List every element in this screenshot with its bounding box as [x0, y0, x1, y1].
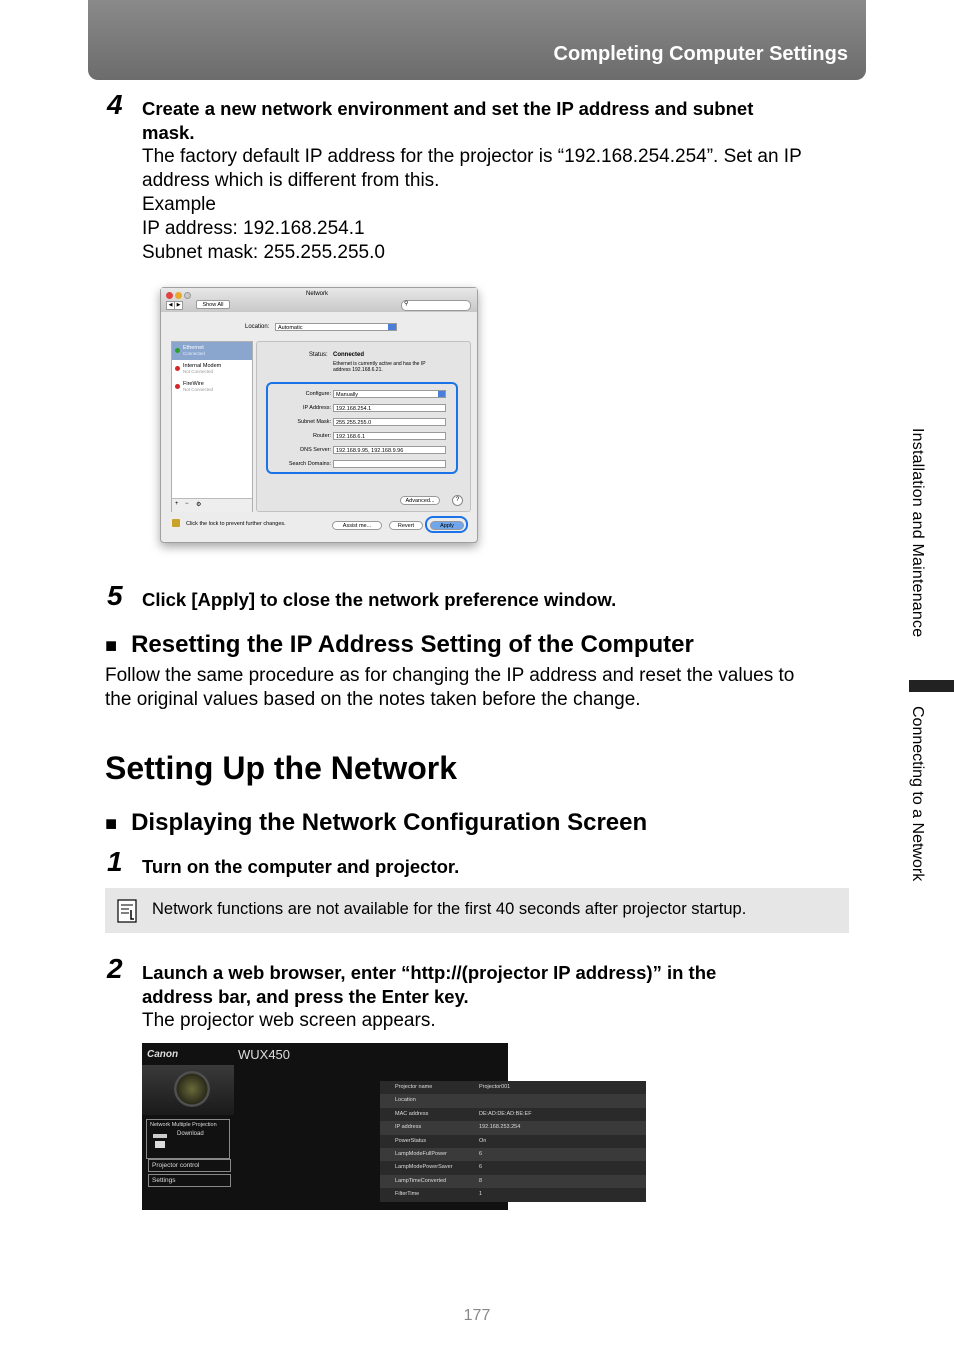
step4-body-line2: address which is different from this. [142, 170, 440, 191]
page-number: 177 [463, 1307, 491, 1324]
canon-logo: Canon [147, 1049, 179, 1060]
nmp-label: Network Multiple Projection [150, 1122, 217, 1128]
table-row-value: 1 [479, 1191, 483, 1198]
assist-me-button[interactable]: Assist me... [332, 521, 382, 530]
service-name: Internal Modem [183, 363, 222, 369]
note-icon [117, 899, 137, 923]
network-preferences-screenshot [160, 287, 478, 543]
table-row [380, 1081, 646, 1095]
step4-example: Example [142, 194, 216, 215]
gear-icon[interactable]: ⚙ [196, 502, 202, 508]
mac-search-field[interactable] [401, 300, 471, 311]
reset-section-marker: ■ [105, 635, 118, 657]
side-tab-connecting: Connecting to a Network [909, 706, 926, 882]
service-item[interactable] [172, 380, 252, 396]
step2-body: The projector web screen appears. [142, 1010, 436, 1031]
status-description-line1: Ethernet is currently active and has the IP [333, 361, 426, 367]
search-icon: ⚲ [404, 301, 409, 307]
table-row-value: Projector001 [479, 1084, 511, 1090]
table-row [380, 1175, 646, 1189]
projector-lens-icon [174, 1071, 210, 1107]
step4-heading [142, 97, 753, 145]
reset-body-line2: the original values based on the notes taken before the change. [105, 689, 641, 710]
reset-section-body [105, 664, 794, 712]
table-row-label: LampTimeConverted [395, 1177, 447, 1184]
service-status: Connected [183, 351, 205, 356]
close-dot-icon[interactable] [166, 292, 173, 299]
step4-heading-line2: mask. [142, 122, 195, 143]
table-row-label: LampModePowerSaver [395, 1164, 453, 1171]
step5-text: Click [Apply] to close the network preference window. [142, 589, 617, 610]
service-status: Not Connected [183, 369, 214, 374]
configure-select[interactable]: Manually [333, 390, 446, 398]
table-row [380, 1161, 646, 1175]
reset-section-heading [105, 631, 694, 659]
projector-model: WUX450 [238, 1047, 291, 1062]
location-chevron-icon [388, 324, 396, 330]
status-dot-icon [175, 384, 180, 389]
status-value: Connected [333, 352, 365, 358]
step-number-4: 4 [107, 89, 123, 120]
display-section-marker: ■ [105, 813, 118, 835]
remove-service-icon[interactable]: − [185, 501, 189, 507]
table-row-label: FilterTime [395, 1191, 420, 1198]
step4-body [142, 145, 802, 265]
step4-ip: IP address: 192.168.254.1 [142, 218, 365, 239]
service-status: Not Connected [183, 387, 214, 392]
step2-heading-line1: Launch a web browser, enter “http://(projector IP address)” in the [142, 962, 717, 983]
step-number-1: 1 [107, 846, 123, 877]
table-row-value: 6 [479, 1151, 483, 1157]
reset-section-title: Resetting the IP Address Setting of the Computer [131, 631, 694, 658]
reset-body-line1: Follow the same procedure as for changing the IP address and reset the values to [105, 665, 795, 686]
zoom-dot-icon[interactable] [184, 292, 191, 299]
status-description-line2: address 192.168.6.21. [333, 367, 383, 373]
step1-text: Turn on the computer and projector. [142, 856, 460, 877]
step-number-2: 2 [107, 953, 123, 984]
download-link[interactable]: Download [177, 1131, 204, 1137]
config-field-input[interactable]: 255.255.255.0 [333, 418, 446, 426]
configure-chevron-icon [438, 391, 445, 397]
main-title: Setting Up the Network [105, 750, 458, 786]
table-row [380, 1108, 646, 1122]
forward-arrow-icon[interactable]: ▶ [174, 301, 183, 310]
table-row-label: IP address [395, 1124, 422, 1131]
step2-heading-line2: address bar, and press the Enter key. [142, 986, 469, 1007]
side-tab-marker [909, 680, 954, 692]
status-dot-icon [175, 348, 180, 353]
note-box [105, 888, 849, 933]
config-field-label: IP Address: [302, 405, 331, 411]
table-row-label: PowerStatus [395, 1137, 427, 1144]
table-row [380, 1121, 646, 1135]
service-name: Ethernet [183, 345, 204, 351]
back-arrow-icon[interactable]: ◀ [166, 301, 175, 310]
table-row-label: MAC address [395, 1110, 429, 1117]
table-row [380, 1148, 646, 1162]
table-row-value: 192.168.253.254 [479, 1124, 521, 1131]
config-field-label: DNS Server: [300, 447, 331, 453]
advanced-button[interactable]: Advanced... [400, 496, 440, 505]
table-row [380, 1135, 646, 1149]
config-field-label: Subnet Mask: [297, 419, 331, 425]
table-row-value: 6 [479, 1164, 483, 1171]
status-label: Status: [309, 352, 328, 358]
add-service-icon[interactable]: + [175, 501, 179, 507]
lock-text: Click the lock to prevent further changes. [186, 521, 286, 527]
location-label: Location: [245, 324, 270, 330]
display-section-title: Displaying the Network Configuration Screen [131, 809, 648, 836]
config-panel [256, 341, 471, 512]
service-list-toolbar [172, 498, 252, 512]
status-dot-icon [175, 366, 180, 371]
service-name: FireWire [183, 381, 204, 387]
table-row-label: Location [395, 1097, 416, 1104]
config-field-input[interactable]: 192.168.254.1 [333, 404, 446, 412]
table-row [380, 1188, 646, 1202]
header-title: Completing Computer Settings [553, 43, 848, 65]
table-row-value: 8 [479, 1177, 483, 1184]
step-number-5: 5 [107, 580, 123, 611]
config-field-label: Router: [312, 433, 331, 439]
apply-button[interactable]: Apply [430, 521, 464, 530]
lock-icon[interactable] [172, 519, 180, 527]
config-field-label: Configure: [305, 391, 331, 397]
service-item[interactable] [172, 344, 252, 360]
network-multiple-projection-box [146, 1119, 230, 1159]
location-select[interactable]: Automatic [275, 323, 397, 331]
config-field-input[interactable] [333, 460, 446, 468]
projector-image [142, 1065, 234, 1115]
show-all-button[interactable]: Show All [196, 300, 230, 309]
table-row-label: LampModeFullPower [395, 1151, 447, 1157]
settings-button[interactable]: Settings [148, 1174, 231, 1187]
table-row-label: Projector name [395, 1084, 433, 1090]
revert-button[interactable]: Revert [389, 521, 423, 530]
help-icon[interactable]: ? [452, 495, 463, 506]
service-list [171, 341, 253, 512]
table-row-value: DE:AD:DE:AD:BE:EF [479, 1110, 532, 1117]
minimize-dot-icon[interactable] [175, 292, 182, 299]
step2-heading [142, 961, 716, 1009]
display-section-heading [105, 809, 647, 837]
service-item[interactable] [172, 362, 252, 378]
config-field-input[interactable]: 192.168.9.95, 192.168.9.96 [333, 446, 446, 454]
config-field-input[interactable]: 192.168.6.1 [333, 432, 446, 440]
nmp-icon [151, 1132, 171, 1152]
mac-window-title: Network [306, 291, 329, 297]
projector-control-button[interactable]: Projector control [148, 1159, 231, 1172]
config-field-label: Search Domains: [288, 461, 331, 467]
step4-body-line1: The factory default IP address for the projector is “192.168.254.254”. Set an IP [142, 146, 802, 167]
projector-web-screenshot [142, 1043, 532, 1210]
step4-heading-line1: Create a new network environment and set the IP address and subnet [142, 98, 754, 119]
note-text: Network functions are not available for the first 40 seconds after projector startup. [152, 900, 747, 918]
table-row [380, 1094, 646, 1108]
step4-subnet: Subnet mask: 255.255.255.0 [142, 242, 385, 263]
side-tab-installation: Installation and Maintenance [909, 428, 926, 638]
header-bar [88, 0, 866, 80]
table-row-value: On [479, 1137, 487, 1144]
